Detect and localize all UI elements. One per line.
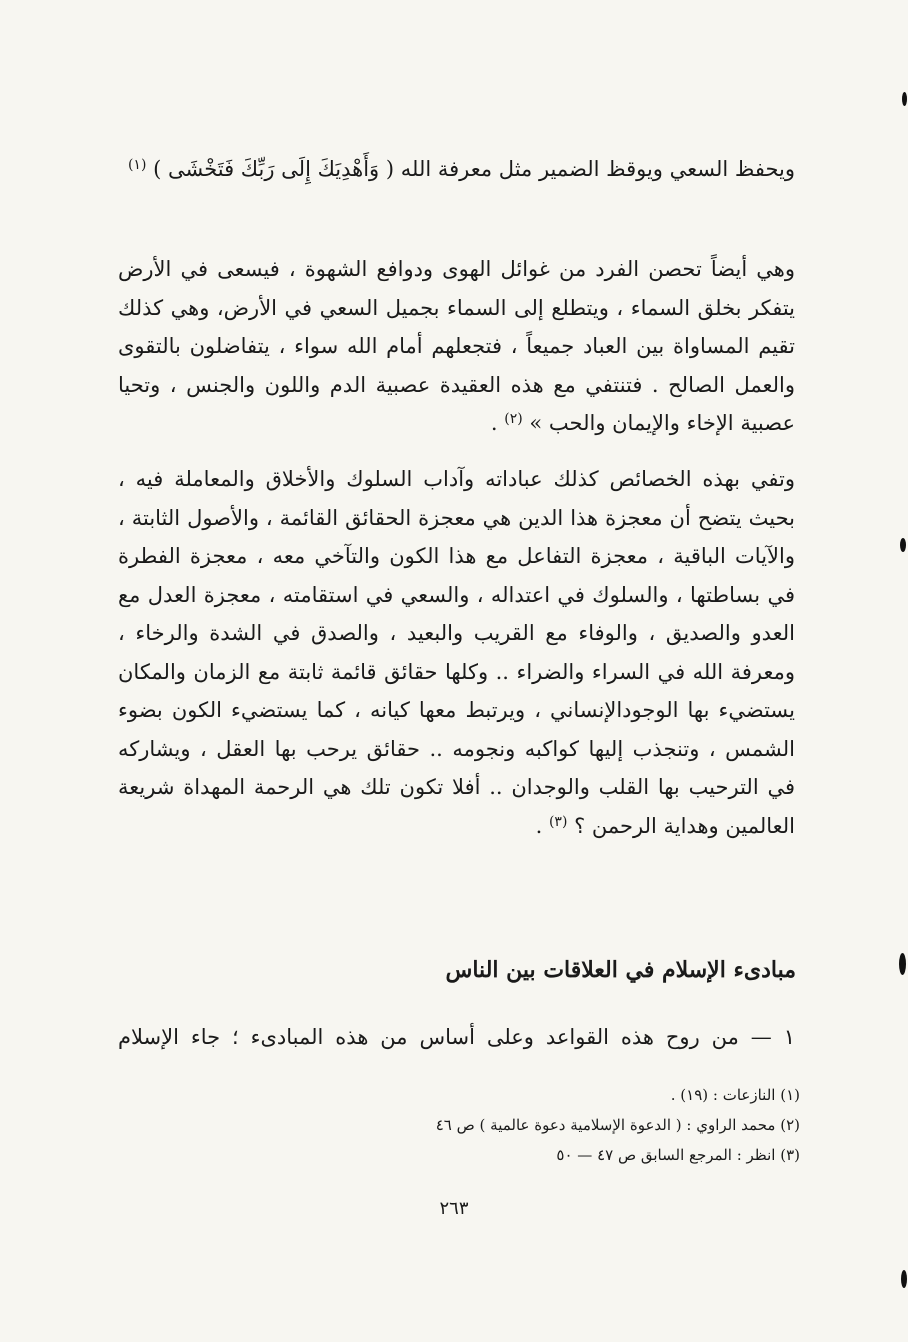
footnote-3: (٣) انظر : المرجع السابق ص ٤٧ — ٥٠ — [556, 1146, 800, 1164]
paragraph-3-tail: . — [535, 813, 543, 838]
paragraph-1 — [118, 150, 795, 189]
footnote-ref-3: (٣) — [548, 813, 568, 830]
paragraph-1-text: ويحفظ السعي ويوقظ الضمير مثل معرفة الله ( وَأَهْدِيَكَ إِلَى رَبِّكَ فَتَخْشَى ) — [153, 157, 795, 181]
paragraph-2-text: وهي أيضاً تحصن الفرد من غوائل الهوى ودوافع الشهوة ، فيسعى في الأرض يتفكر بخلق السماء ، ويتطلع إلى السماء بجميل السعي في الأرض، وهي كذلك تقيم المساواة بين العباد جميعاً ، فتجعلهم أمام الله سواء ، يتفاضلون بالتقوى والعمل الصالح . فتنتفي مع هذه العقيدة عصبية الدم واللون والجنس ، وتحيا عصبية الإخاء والإيمان والحب » — [118, 257, 795, 435]
scan-edge-mark — [902, 92, 907, 106]
footnote-ref-1: (١) — [127, 157, 147, 173]
footnote-2: (٢) محمد الراوي : ( الدعوة الإسلامية دعوة عالمية ) ص ٤٦ — [435, 1116, 800, 1134]
footnote-ref-2: (٢) — [504, 411, 523, 427]
paragraph-2-tail: . — [490, 411, 498, 435]
list-item-1 — [118, 1018, 795, 1056]
page-number: ٢٦٣ — [439, 1198, 469, 1219]
scan-edge-mark — [901, 1270, 907, 1288]
scan-edge-mark — [899, 953, 906, 975]
paragraph-3-text: وتفي بهذه الخصائص كذلك عباداته وآداب السلوك والأخلاق والمعاملة فيه ، بحيث يتضح أن معجزة هذا الدين هي معجزة الحقائق القائمة ، والأصول الثابتة ، والآيات الباقية ، معجزة التفاعل مع هذا الكون والتآخي معه ، معجزة الفطرة في بساطتها ، والسلوك في اعتداله ، والسعي في استقامته ، معجزة العدل مع العدو والصديق ، والوفاء مع القريب والبعيد ، والصدق في الشدة والرخاء ، ومعرفة الله في السراء والضراء .. وكلها حقائق قائمة ثابتة مع الزمان والمكان يستضيء بها الوجودالإنساني ، ويرتبط معها كيانه ، كما يستضيء الكون بضوء الشمس ، وتنجذب إليها كواكبه ونجومه .. حقائق يرحب بها العقل ، ويشاركه في الترحيب بها القلب والوجدان .. أفلا تكون تلك هي الرحمة المهداة شريعة العالمين وهداية الرحمن ؟ — [118, 467, 795, 838]
scan-edge-mark — [900, 538, 906, 552]
footnote-1: (١) النازعات : (١٩) . — [670, 1086, 800, 1104]
list-item-number: ١ — — [750, 1025, 795, 1049]
paragraph-3 — [118, 460, 795, 845]
footnotes — [436, 1080, 800, 1170]
paragraph-2 — [118, 250, 795, 443]
list-item-text: من روح هذه القواعد وعلى أساس من هذه المبادىء ؛ جاء الإسلام — [118, 1025, 739, 1049]
section-heading: مبادىء الإسلام في العلاقات بين الناس — [445, 957, 796, 983]
